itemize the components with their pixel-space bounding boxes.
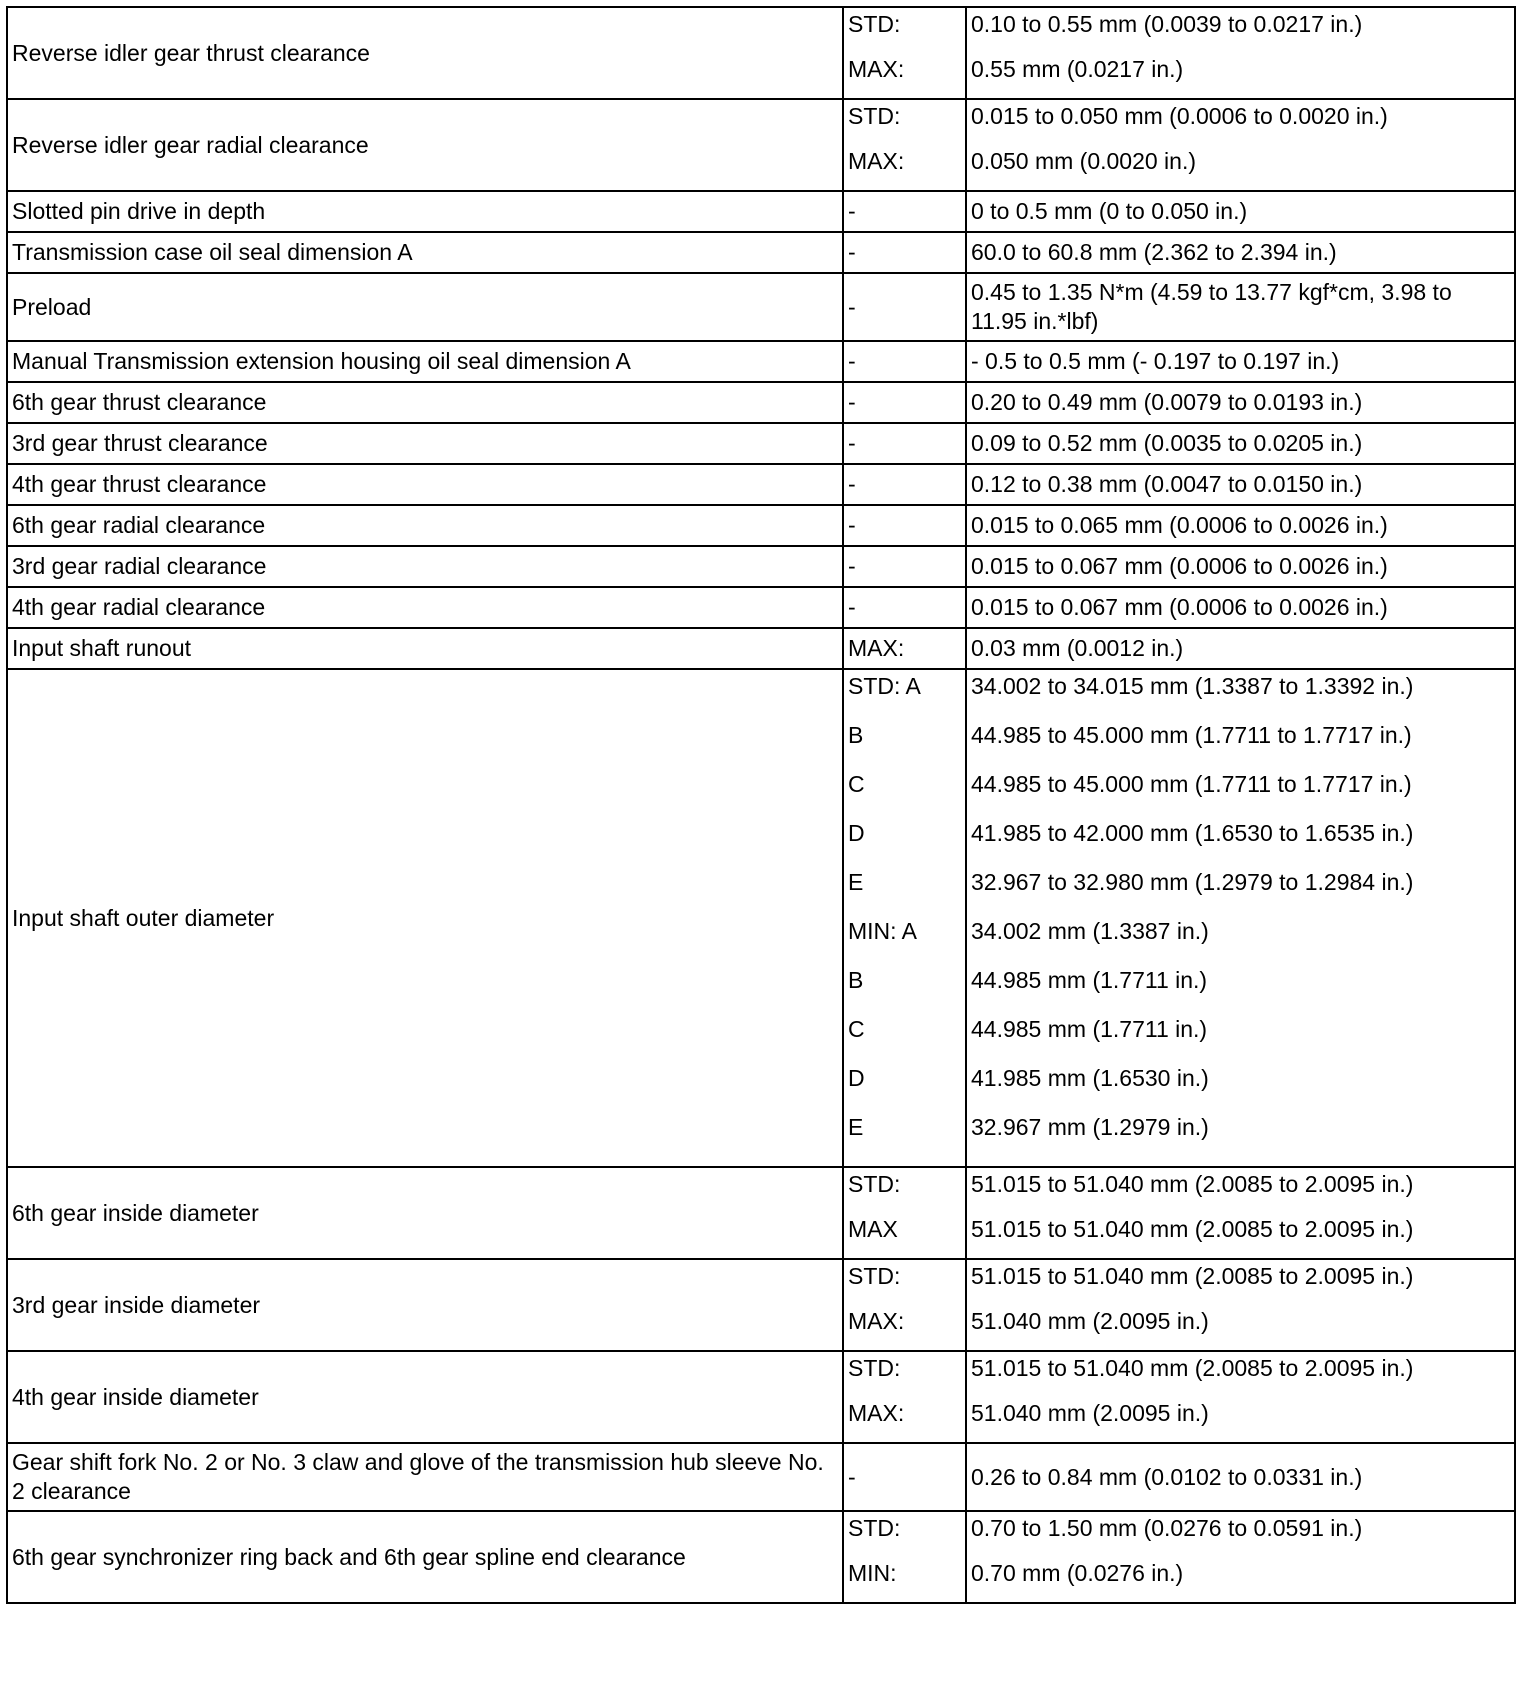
item-cell: 4th gear radial clearance	[7, 587, 843, 628]
spec-value: 60.0 to 60.8 mm (2.362 to 2.394 in.)	[971, 239, 1337, 265]
spec-value: 32.967 mm (1.2979 in.)	[971, 1114, 1209, 1140]
label-cell	[843, 587, 966, 628]
value-cell	[966, 1511, 1515, 1603]
value-cell	[966, 628, 1515, 669]
limit-label: E	[848, 1114, 864, 1140]
spec-value: 0.09 to 0.52 mm (0.0035 to 0.0205 in.)	[971, 430, 1363, 456]
limit-label: -	[848, 198, 856, 224]
table-row	[7, 1443, 1515, 1511]
spec-value: 0.015 to 0.065 mm (0.0006 to 0.0026 in.)	[971, 512, 1388, 538]
limit-label: MAX:	[848, 635, 905, 661]
limit-label: MAX:	[848, 1308, 905, 1334]
item-cell: Input shaft outer diameter	[7, 669, 843, 1167]
limit-label: -	[848, 389, 856, 415]
value-cell	[966, 341, 1515, 382]
item-cell: Preload	[7, 273, 843, 341]
value-cell	[966, 1443, 1515, 1511]
spec-value: - 0.5 to 0.5 mm (- 0.197 to 0.197 in.)	[971, 348, 1340, 374]
value-cell	[966, 546, 1515, 587]
value-cell	[966, 423, 1515, 464]
spec-value: 44.985 to 45.000 mm (1.7711 to 1.7717 in.)	[971, 722, 1412, 748]
spec-value: 44.985 mm (1.7711 in.)	[971, 967, 1208, 993]
item-cell: Reverse idler gear radial clearance	[7, 99, 843, 191]
table-row	[7, 341, 1515, 382]
spec-value: 0.55 mm (0.0217 in.)	[971, 56, 1184, 82]
label-cell	[843, 99, 966, 191]
label-cell	[843, 464, 966, 505]
table-row	[7, 1167, 1515, 1259]
spec-value: 51.015 to 51.040 mm (2.0085 to 2.0095 in.)	[971, 1216, 1414, 1242]
table-row	[7, 232, 1515, 273]
item-cell: 6th gear radial clearance	[7, 505, 843, 546]
value-cell	[966, 505, 1515, 546]
value-cell	[966, 587, 1515, 628]
value-cell	[966, 669, 1515, 1167]
table-row	[7, 191, 1515, 232]
spec-value: 0.20 to 0.49 mm (0.0079 to 0.0193 in.)	[971, 389, 1363, 415]
spec-value: 0.015 to 0.067 mm (0.0006 to 0.0026 in.)	[971, 553, 1388, 579]
spec-value: 34.002 mm (1.3387 in.)	[971, 918, 1209, 944]
table-row	[7, 273, 1515, 341]
limit-label: B	[848, 722, 864, 748]
table-row	[7, 423, 1515, 464]
spec-value: 34.002 to 34.015 mm (1.3387 to 1.3392 in.)	[971, 673, 1414, 699]
spec-value: 51.015 to 51.040 mm (2.0085 to 2.0095 in.)	[971, 1263, 1414, 1289]
label-cell	[843, 546, 966, 587]
value-cell	[966, 273, 1515, 341]
limit-label: -	[848, 293, 856, 320]
spec-value: 41.985 mm (1.6530 in.)	[971, 1065, 1209, 1091]
spec-value: 44.985 mm (1.7711 in.)	[971, 1016, 1208, 1042]
label-cell	[843, 505, 966, 546]
limit-label: STD:	[848, 103, 901, 129]
item-cell: Input shaft runout	[7, 628, 843, 669]
label-cell	[843, 1167, 966, 1259]
limit-label: MAX:	[848, 56, 905, 82]
value-cell	[966, 7, 1515, 99]
limit-label: STD:	[848, 11, 901, 37]
limit-label: STD:	[848, 1171, 901, 1197]
value-cell	[966, 232, 1515, 273]
spec-value: 51.040 mm (2.0095 in.)	[971, 1400, 1209, 1426]
spec-value: 41.985 to 42.000 mm (1.6530 to 1.6535 in.)	[971, 820, 1414, 846]
value-cell	[966, 464, 1515, 505]
limit-label: -	[848, 348, 856, 374]
table-row	[7, 382, 1515, 423]
limit-label: MIN:	[848, 1560, 897, 1586]
spec-value: 0.12 to 0.38 mm (0.0047 to 0.0150 in.)	[971, 471, 1363, 497]
item-cell: Gear shift fork No. 2 or No. 3 claw and glove of the transmission hub sleeve No. 2 clearance	[7, 1443, 843, 1511]
spec-value: 0.45 to 1.35 N*m (4.59 to 13.77 kgf*cm, 3.98 to 11.95 in.*lbf)	[971, 279, 1452, 334]
spec-value: 51.040 mm (2.0095 in.)	[971, 1308, 1209, 1334]
limit-label: E	[848, 869, 864, 895]
spec-value: 0.015 to 0.050 mm (0.0006 to 0.0020 in.)	[971, 103, 1388, 129]
table-row	[7, 546, 1515, 587]
spec-value: 0.10 to 0.55 mm (0.0039 to 0.0217 in.)	[971, 11, 1363, 37]
limit-label: D	[848, 1065, 865, 1091]
limit-label: -	[848, 553, 856, 579]
spec-value: 0.015 to 0.067 mm (0.0006 to 0.0026 in.)	[971, 594, 1388, 620]
item-cell: 6th gear synchronizer ring back and 6th gear spline end clearance	[7, 1511, 843, 1603]
label-cell	[843, 382, 966, 423]
limit-label: STD:	[848, 1355, 901, 1381]
value-cell	[966, 191, 1515, 232]
label-cell	[843, 191, 966, 232]
table-row	[7, 669, 1515, 1167]
item-cell: 3rd gear radial clearance	[7, 546, 843, 587]
spec-value: 0 to 0.5 mm (0 to 0.050 in.)	[971, 198, 1248, 224]
value-cell	[966, 1167, 1515, 1259]
table-row	[7, 1259, 1515, 1351]
table-row	[7, 1351, 1515, 1443]
limit-label: MAX:	[848, 148, 905, 174]
specification-table	[6, 6, 1516, 1604]
item-cell: 3rd gear inside diameter	[7, 1259, 843, 1351]
label-cell	[843, 1511, 966, 1603]
table-row	[7, 464, 1515, 505]
limit-label: C	[848, 1016, 865, 1042]
label-cell	[843, 273, 966, 341]
limit-label: STD:	[848, 1515, 901, 1541]
limit-label: -	[848, 1463, 856, 1490]
table-row	[7, 1511, 1515, 1603]
spec-value: 51.015 to 51.040 mm (2.0085 to 2.0095 in.)	[971, 1171, 1414, 1197]
spec-value: 0.70 to 1.50 mm (0.0276 to 0.0591 in.)	[971, 1515, 1363, 1541]
item-cell: Manual Transmission extension housing oil seal dimension A	[7, 341, 843, 382]
value-cell	[966, 382, 1515, 423]
item-cell: Reverse idler gear thrust clearance	[7, 7, 843, 99]
spec-value: 44.985 to 45.000 mm (1.7711 to 1.7717 in.)	[971, 771, 1412, 797]
limit-label: -	[848, 430, 856, 456]
limit-label: MAX:	[848, 1400, 905, 1426]
limit-label: B	[848, 967, 864, 993]
spec-value: 32.967 to 32.980 mm (1.2979 to 1.2984 in.)	[971, 869, 1414, 895]
spec-value: 0.03 mm (0.0012 in.)	[971, 635, 1184, 661]
value-cell	[966, 1351, 1515, 1443]
limit-label: MAX	[848, 1216, 898, 1242]
label-cell	[843, 628, 966, 669]
limit-label: STD:	[848, 1263, 901, 1289]
spec-value: 0.050 mm (0.0020 in.)	[971, 148, 1197, 174]
limit-label: D	[848, 820, 865, 846]
item-cell: 6th gear thrust clearance	[7, 382, 843, 423]
table-row	[7, 99, 1515, 191]
limit-label: -	[848, 512, 856, 538]
table-row	[7, 505, 1515, 546]
item-cell: 4th gear thrust clearance	[7, 464, 843, 505]
limit-label: -	[848, 594, 856, 620]
label-cell	[843, 423, 966, 464]
limit-label: MIN: A	[848, 918, 918, 944]
label-cell	[843, 1443, 966, 1511]
item-cell: 4th gear inside diameter	[7, 1351, 843, 1443]
item-cell: 6th gear inside diameter	[7, 1167, 843, 1259]
specification-table-body	[7, 7, 1515, 1603]
limit-label: -	[848, 471, 856, 497]
label-cell	[843, 1351, 966, 1443]
limit-label: C	[848, 771, 865, 797]
limit-label: -	[848, 239, 856, 265]
limit-label: STD: A	[848, 673, 921, 699]
label-cell	[843, 341, 966, 382]
table-row	[7, 7, 1515, 99]
label-cell	[843, 1259, 966, 1351]
label-cell	[843, 232, 966, 273]
spec-value: 0.26 to 0.84 mm (0.0102 to 0.0331 in.)	[971, 1463, 1363, 1490]
spec-value: 51.015 to 51.040 mm (2.0085 to 2.0095 in.)	[971, 1355, 1414, 1381]
table-row	[7, 587, 1515, 628]
spec-value: 0.70 mm (0.0276 in.)	[971, 1560, 1184, 1586]
value-cell	[966, 99, 1515, 191]
label-cell	[843, 7, 966, 99]
item-cell: 3rd gear thrust clearance	[7, 423, 843, 464]
value-cell	[966, 1259, 1515, 1351]
item-cell: Transmission case oil seal dimension A	[7, 232, 843, 273]
label-cell	[843, 669, 966, 1167]
item-cell: Slotted pin drive in depth	[7, 191, 843, 232]
table-row	[7, 628, 1515, 669]
